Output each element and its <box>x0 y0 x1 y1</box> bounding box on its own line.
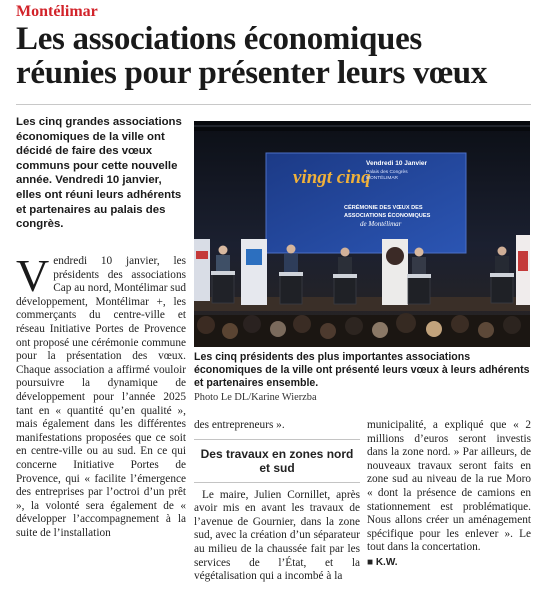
projection-screen <box>266 153 466 253</box>
screen-date: Vendredi 10 Janvier <box>366 160 428 167</box>
intertitle: Des travaux en zones nord et sud <box>194 439 360 483</box>
body-column-3-text: municipalité, a expliqué que « 2 millions d’euros seront investis dans la zone nord. » Par ailleurs, de nouveaux travaux seront faits en zone sud au niveau de la rue Moro « dont la présence de camions en stationnement est problématique. Nous allons créer un aménagement spécifique pour les enlever ». Le tout dans la concertation. <box>367 419 531 554</box>
rollup-banner-2 <box>241 239 267 305</box>
body-column-2 <box>194 419 360 584</box>
audience <box>194 313 530 347</box>
headline <box>16 22 536 90</box>
photo-caption: Les cinq présidents des plus importantes associations économiques de la ville ont présenté leurs vœux à leurs adhérents et partenaires ensemble. <box>194 351 530 390</box>
photo-credit: Photo Le DL/Karine Wierzba <box>194 392 317 403</box>
headline-line-2: réunies pour présenter leurs vœux <box>16 55 488 91</box>
body-column-1-text: endredi 10 janvier, les présidents des associations Cap au nord, Montélimar sud développement, Montélimar +, les commerçants du centre-ville et réseau Initiative Portes de Provence ont proposé une cérémonie commune pour la présentation des vœux. Chaque association a affirmé vouloir poursuivre la dynamique de développement pour l’année 2025 tant en « quantité qu’en qualité », mais également dans les différentes manifestations proposées que ce soit en centre-ville ou au sud. En ce qui concerne Initiative Portes de Provence, qui « facilite l’émergence des entreprises par l’octroi d’un prêt », la volonté sera également de « développer l’accompagnement à la suite de l’installation <box>16 255 186 539</box>
body-column-2-lead: des entrepreneurs ». <box>194 419 285 431</box>
screen-place: Palais des Congrès <box>366 170 408 175</box>
screen-logo-text: vingt cinq <box>293 167 371 188</box>
screen-ceremony-line-1: CÉRÉMONIE DES VŒUX DES <box>344 205 423 211</box>
conference-photo-illustration <box>194 121 530 347</box>
author-signature: ■ K.W. <box>367 556 398 568</box>
article-photo <box>194 121 530 347</box>
section-kicker: Montélimar <box>16 3 98 20</box>
chapo <box>16 115 186 232</box>
chapo-text: Les cinq grandes associations économiques de la ville ont décidé de faire des vœux communs pour cette nouvelle année. Vendredi 10 janvier, elles ont réuni leurs adhérents et partenaires au palais des congrès. <box>16 116 182 231</box>
screen-ceremony-line-3: de Montélimar <box>360 220 402 228</box>
body-column-1 <box>16 250 186 540</box>
screen-ceremony-line-2: ASSOCIATIONS ÉCONOMIQUES <box>344 213 431 219</box>
body-column-2-text: Le maire, Julien Cornillet, après avoir mis en avant les travaux de l’avenue de Gournier, dans la zone sud, avec la création d’un séparateur au milieu de la chaussée fait par les services de l’État, et la végétalisation qui a incombé à la <box>194 488 360 583</box>
headline-rule <box>16 104 531 105</box>
headline-line-1: Les associations économiques <box>16 21 422 57</box>
body-column-3 <box>367 419 531 570</box>
screen-city: MONTÉLIMAR <box>366 176 398 181</box>
rollup-banner-left <box>194 239 210 301</box>
drop-cap: V <box>16 250 50 301</box>
